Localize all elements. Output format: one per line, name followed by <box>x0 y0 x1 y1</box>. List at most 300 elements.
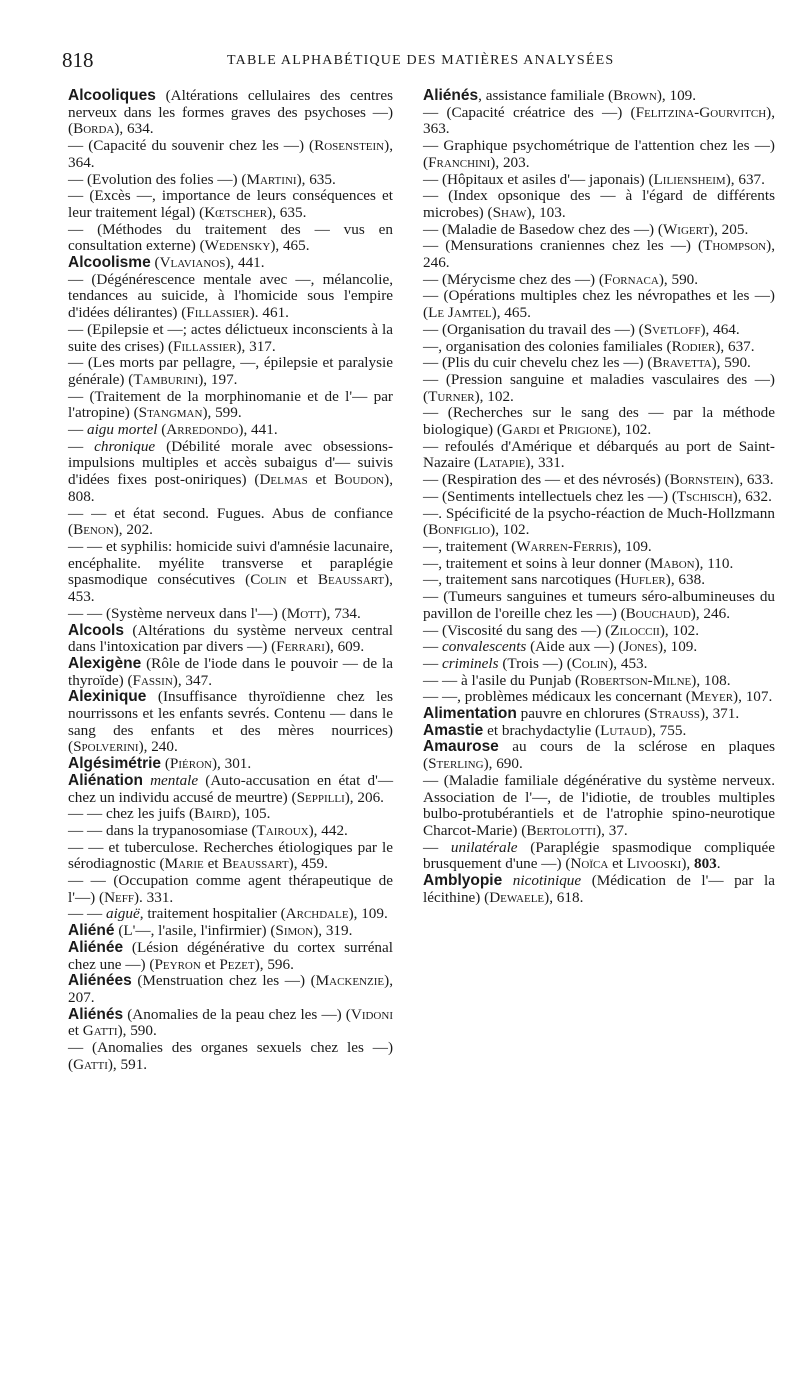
index-entry <box>423 322 775 339</box>
index-entry <box>423 138 775 171</box>
entry-text: ), 590. <box>711 354 751 372</box>
entry-text: — (Index opsonique des — à l'égard de différents microbes) ( <box>423 187 775 221</box>
entry-text: — — et syphilis: homicide suivi d'amnésie lacunaire, encéphalite. myélite transverse et paraplégie spasmodique consécutives ( <box>68 537 393 589</box>
entry-text: — (Opérations multiples chez les névropathes et les —) ( <box>423 287 775 322</box>
entry-text: — — et état second. Fugues. Abus de confiance ( <box>68 504 393 539</box>
entry-text: Spolverini <box>73 738 139 756</box>
entry-text: — (Sentiments intellectuels chez les —) ( <box>423 487 677 505</box>
entry-text: , assistance familiale ( <box>478 87 614 104</box>
entry-text: ( <box>150 254 160 272</box>
entry-text: — refoulés d'Amérique et débarqués au port de Saint-Nazaire ( <box>423 437 775 472</box>
entry-text: Robertson-Milne <box>580 671 692 689</box>
entry-text: Archdale <box>285 905 349 923</box>
entry-text: —, traitement ( <box>423 537 517 555</box>
index-entry <box>423 539 775 556</box>
entry-text: ), 441. <box>225 254 265 272</box>
index-entry <box>68 656 393 689</box>
entry-text: — — (Occupation comme agent thérapeutique de l'—) ( <box>68 872 393 906</box>
entry-text: — (Excès —, importance de leurs conséquences et leur traitement légal) ( <box>68 187 393 221</box>
entry-text: — — dans la trypanosomiase ( <box>68 821 257 839</box>
entry-text: Fillassier <box>186 304 250 322</box>
entry-text: ), 109. <box>656 87 697 104</box>
entry-text: aiguë <box>105 905 140 923</box>
entry-headword: Amastie <box>423 721 484 739</box>
index-entry <box>68 823 393 840</box>
entry-text: — Graphique psychométrique de l'attention chez les —) ( <box>423 137 775 171</box>
entry-text: Liliensheim <box>653 170 726 188</box>
page-number: 818 <box>62 48 94 72</box>
entry-text: Bonfiglio <box>428 521 491 539</box>
index-entry <box>423 439 775 472</box>
entry-text: Gardi <box>501 421 540 439</box>
entry-text: Noïca <box>570 855 609 873</box>
entry-text: et <box>200 955 220 973</box>
entry-text: ), 109. <box>657 638 698 656</box>
entry-text: ), 363. <box>423 103 775 138</box>
entry-text: ), 331. <box>525 454 565 472</box>
entry-text: Ziloccii <box>610 621 660 639</box>
entry-text: aigu mortel <box>86 421 158 439</box>
entry-text: Wedensky <box>204 237 271 255</box>
index-entry <box>423 739 775 772</box>
entry-text: Beaussart <box>222 855 289 873</box>
entry-text: Prigione <box>558 421 612 439</box>
entry-text: ), 246. <box>690 604 731 622</box>
index-entry <box>423 623 775 640</box>
entry-text: et <box>539 421 559 439</box>
index-entry <box>423 840 775 873</box>
entry-text: Pezet <box>219 955 255 973</box>
entry-text: ), 246. <box>423 237 775 272</box>
entry-text: Piéron <box>169 755 212 773</box>
entry-text: Kœtscher <box>204 203 268 221</box>
entry-text: Bouchaud <box>625 604 691 622</box>
entry-text: ). 331. <box>134 888 174 906</box>
index-entry <box>423 172 775 189</box>
entry-text: — (Maladie familiale dégénérative du système nerveux. Association de l'—, de l'idiotie, de troubles multiples bulbo-protubérantiels et de l'atrophie spino-neurotique Charcot-Marie) ( <box>423 771 775 839</box>
index-entry <box>68 873 393 906</box>
entry-text: — (Capacité créatrice des —) ( <box>423 103 636 121</box>
index-entry <box>68 973 393 1006</box>
index-entry <box>68 1007 393 1040</box>
index-entry <box>423 589 775 622</box>
entry-text: Rodier <box>671 337 716 355</box>
entry-text: Beaussart <box>317 571 385 589</box>
index-entry <box>68 606 393 623</box>
index-entry <box>423 506 775 539</box>
entry-text: ( <box>157 421 167 439</box>
entry-text: Ferrari <box>276 638 325 656</box>
entry-text: Fornaca <box>603 270 659 288</box>
entry-text: mentale <box>150 771 199 789</box>
entry-text: Boudon <box>334 471 385 489</box>
entry-text: ), 207. <box>68 972 393 1006</box>
index-entry <box>68 272 393 322</box>
entry-text: ), 464. <box>700 320 740 338</box>
index-entry <box>423 723 775 740</box>
entry-text: ), 205. <box>709 220 749 238</box>
entry-headword: Aliénées <box>68 972 132 990</box>
entry-text: (Anomalies de la peau chez les —) ( <box>123 1005 351 1023</box>
entry-text: Le Jamtel <box>428 304 492 322</box>
entry-text: ), 301. <box>211 755 252 773</box>
entry-text: Vidoni <box>350 1005 393 1023</box>
entry-text: ), 459. <box>288 855 328 873</box>
entry-text: (Débilité morale avec obsessions-impulsions multiples et accès subaigus d'— suivis d'idées fixes post-oniriques) ( <box>68 437 394 489</box>
index-entry <box>68 506 393 539</box>
entry-text: ), 197. <box>198 370 238 388</box>
entry-text: Felitzina-Gourvitch <box>635 103 767 121</box>
entry-text: — (Mérycisme chez des —) ( <box>423 270 604 288</box>
entry-text <box>502 872 513 889</box>
entry-text: Franchini <box>428 153 491 171</box>
entry-text: ), 596. <box>254 955 294 973</box>
entry-headword: Alexigène <box>68 654 142 672</box>
entry-text: ), 107. <box>733 688 773 706</box>
entry-text: . <box>716 855 721 873</box>
entry-text: Gatti <box>82 1022 118 1040</box>
entry-text: et <box>68 1022 83 1040</box>
entry-text: — (Respiration des — et des névrosés) ( <box>423 471 670 489</box>
index-entry <box>423 572 775 589</box>
entry-text: — <box>68 437 95 455</box>
entry-text <box>143 772 150 789</box>
index-entry <box>423 238 775 271</box>
entry-text: Jones <box>623 638 658 656</box>
entry-text: Rosenstein <box>314 137 385 155</box>
index-entry <box>68 539 393 606</box>
entry-text: (Menstruation chez les —) ( <box>131 972 316 990</box>
entry-headword: Alcoolisme <box>68 254 151 272</box>
entry-text: — (Traitement de la morphinomanie et de l'— par l'atropine) ( <box>68 387 393 422</box>
entry-text: Mackenzie <box>315 972 385 990</box>
entry-text: — <box>423 654 442 672</box>
entry-headword: Aliénée <box>68 938 124 956</box>
entry-text: — — (Système nerveux dans l'—) ( <box>68 604 287 622</box>
entry-text: — (Dégénérescence mentale avec —, mélancolie, tendances au suicide, à l'homicide sous l'empire d'idées délirantes) ( <box>68 270 393 322</box>
entry-text: Benon <box>73 521 114 539</box>
entry-text: Livooski <box>626 855 682 873</box>
index-entry <box>423 706 775 723</box>
entry-text: — (Epilepsie et —; actes délictueux inconscients à la suite des crises) ( <box>68 320 393 355</box>
entry-text: Tairoux <box>256 821 309 839</box>
entry-text: ), 618. <box>544 888 584 906</box>
entry-text: ), 105. <box>231 805 271 823</box>
entry-text: Strauss <box>649 705 700 723</box>
entry-text: et brachydactylie ( <box>483 721 601 739</box>
index-entry <box>423 472 775 489</box>
index-entry <box>423 673 775 690</box>
entry-text: Shaw <box>492 203 527 221</box>
index-entry <box>423 288 775 321</box>
entry-text: ), 102. <box>611 421 652 439</box>
entry-text: — <box>423 838 451 856</box>
entry-text: ), 442. <box>308 821 348 839</box>
entry-text: Brown <box>613 87 657 104</box>
index-entry <box>68 689 393 756</box>
entry-text: Mott <box>286 604 322 622</box>
entry-text: — (Hôpitaux et asiles d'— japonais) ( <box>423 170 654 188</box>
entry-text: Turner <box>428 387 475 405</box>
index-entry <box>68 906 393 923</box>
index-entry <box>423 339 775 356</box>
index-entry <box>68 172 393 189</box>
entry-text: ), 371. <box>699 705 740 723</box>
entry-text: Simon <box>275 922 314 940</box>
entry-text: ), 206. <box>344 788 384 806</box>
entry-text: ), 109. <box>612 537 652 555</box>
entry-text: Delmas <box>259 471 308 489</box>
entry-text: — — chez les juifs ( <box>68 805 195 823</box>
entry-text: — — <box>68 905 106 923</box>
entry-text: ), 37. <box>596 821 628 839</box>
entry-text: Gatti <box>73 1055 108 1073</box>
entry-text: ), 591. <box>107 1055 148 1073</box>
index-entry <box>68 389 393 422</box>
entry-text: ), 590. <box>658 270 699 288</box>
entry-text: ), 240. <box>138 738 178 756</box>
entry-text: ), 690. <box>483 755 523 773</box>
index-entry <box>423 355 775 372</box>
entry-text: Bertolotti <box>526 821 597 839</box>
entry-text: Meyer <box>690 688 734 706</box>
entry-text: (Rôle de l'iode dans le pouvoir — de la thyroïde) ( <box>68 654 393 689</box>
entry-text: unilatérale <box>450 838 518 856</box>
page-header <box>62 44 777 74</box>
entry-headword: Aliénation <box>68 771 143 789</box>
index-entry <box>423 873 775 906</box>
entry-text: —. Spécificité de la psycho-réaction de Much-Hollzmann ( <box>423 504 775 539</box>
entry-text: ), 635. <box>267 203 307 221</box>
entry-text: — (Pression sanguine et maladies vasculaires des —) ( <box>423 370 775 405</box>
entry-text: Sterling <box>428 755 484 773</box>
entry-text: ), 599. <box>202 404 242 422</box>
entry-headword: Alexinique <box>68 688 147 706</box>
entry-text: Fassin <box>132 671 173 689</box>
entry-text: Neff <box>104 888 134 906</box>
index-entry <box>68 222 393 255</box>
entry-text: (Auto-accusation en état d'— chez un individu accusé de meurtre) ( <box>68 771 394 806</box>
index-entry <box>423 773 775 840</box>
entry-text: — (Mensurations craniennes chez les —) ( <box>423 237 704 255</box>
entry-text: (Altérations du système nerveux central dans l'intoxication par divers —) ( <box>68 621 393 656</box>
entry-text: (Médication de l'— par la lécithine) ( <box>423 872 775 906</box>
entry-text: — — et tuberculose. Recherches étiologiques par le sérodiagnostic ( <box>68 838 393 873</box>
entry-text: 803 <box>693 855 717 873</box>
entry-text: ), 110. <box>694 554 734 572</box>
index-entry <box>423 656 775 673</box>
entry-text: — (Evolution des folies —) ( <box>68 170 247 188</box>
entry-text: ), 465. <box>491 304 531 322</box>
entry-text: chronique <box>94 437 156 455</box>
entry-text: et <box>307 471 335 489</box>
entry-text: ), 364. <box>68 137 393 171</box>
entry-text: ), 347. <box>172 671 212 689</box>
entry-text: ), 202. <box>113 521 153 539</box>
index-entry <box>423 88 775 105</box>
index-entry <box>68 623 393 656</box>
entry-text: , traitement hospitalier ( <box>139 905 286 923</box>
index-entry <box>68 439 393 506</box>
entry-text: — <box>423 638 442 656</box>
entry-text: ), 755. <box>647 721 687 739</box>
entry-text: ), 632. <box>732 487 772 505</box>
entry-text: Peyron <box>154 955 201 973</box>
entry-text: Dewaele <box>489 888 545 906</box>
entry-text: Arredondo <box>166 421 239 439</box>
index-entry <box>423 372 775 405</box>
entry-text: ), 109. <box>348 905 388 923</box>
entry-text: Tschisch <box>676 487 733 505</box>
entry-text: Stangman <box>138 404 203 422</box>
entry-text: Tamburini <box>133 370 199 388</box>
entry-headword: Alcooliques <box>68 87 156 104</box>
entry-text: —, traitement et soins à leur donner ( <box>423 554 650 572</box>
entry-text: ), 103. <box>526 203 566 221</box>
entry-text: ), 638. <box>665 571 706 589</box>
entry-text: Latapie <box>479 454 526 472</box>
entry-headword: Aliénés <box>68 1005 124 1023</box>
left-column <box>68 88 393 1073</box>
entry-text: (Aide aux —) ( <box>526 638 624 656</box>
entry-headword: Aliénés <box>423 87 479 104</box>
entry-text: Warren-Ferris <box>516 537 613 555</box>
entry-text: ), 102. <box>659 621 700 639</box>
entry-text: Lutaud <box>600 721 648 739</box>
index-entry <box>68 138 393 171</box>
entry-text: ), 453. <box>608 654 648 672</box>
entry-text: Colin <box>250 571 287 589</box>
entry-text: ), 590. <box>117 1022 157 1040</box>
index-entry <box>423 639 775 656</box>
entry-text: — (Recherches sur le sang des — par la méthode biologique) ( <box>423 404 775 439</box>
entry-text: ), <box>681 855 694 873</box>
entry-text: — (Viscosité du sang des —) ( <box>423 621 611 639</box>
entry-headword: Aliéné <box>68 922 115 940</box>
index-entry <box>423 222 775 239</box>
entry-headword: Algésimétrie <box>68 755 162 773</box>
entry-text: ), 317. <box>236 337 276 355</box>
entry-text: Wigert <box>662 220 710 238</box>
entry-text: ), 634. <box>114 120 154 138</box>
entry-text: Hufler <box>619 571 666 589</box>
entry-text: — (Les morts par pellagre, —, épilepsie et paralysie générale) ( <box>68 354 393 388</box>
entry-text: au cours de la sclérose en plaques ( <box>423 738 775 773</box>
entry-text: Marie <box>164 855 204 873</box>
entry-text: — <box>68 421 87 439</box>
index-entry <box>423 188 775 221</box>
entry-text: Vlavianos <box>159 254 226 272</box>
entry-text: nicotinique <box>512 872 582 890</box>
entry-text: — (Anomalies des organes sexuels chez les —) ( <box>68 1039 393 1073</box>
entry-text: ), 637. <box>725 170 765 188</box>
index-entry <box>68 88 393 138</box>
entry-text: Fillassier <box>173 337 237 355</box>
entry-text: Martini <box>246 170 297 188</box>
entry-text: ( <box>161 755 170 773</box>
index-entry <box>68 923 393 940</box>
entry-text: ), 465. <box>270 237 310 255</box>
entry-text: ), 102. <box>490 521 530 539</box>
index-entry <box>68 355 393 388</box>
index-entry <box>68 255 393 272</box>
index-entry <box>423 556 775 573</box>
entry-text: — — à l'asile du Punjab ( <box>423 671 581 689</box>
index-entry <box>68 188 393 221</box>
entry-text: pauvre en chlorures ( <box>516 705 650 723</box>
index-entry <box>423 105 775 138</box>
entry-text: (Trois —) ( <box>498 654 572 672</box>
entry-text: — (Plis du cuir chevelu chez les —) ( <box>423 354 653 372</box>
entry-text: ), 609. <box>324 638 365 656</box>
index-entry <box>423 272 775 289</box>
entry-text: ), 203. <box>490 153 530 171</box>
entry-text: ), 453. <box>68 571 393 606</box>
entry-text: Bornstein <box>669 471 735 489</box>
entry-text: —, organisation des colonies familiales ( <box>423 337 672 355</box>
entry-text: Borda <box>73 120 115 138</box>
entry-text: criminels <box>441 654 499 672</box>
entry-text: — (Organisation du travail des —) ( <box>423 320 644 338</box>
entry-text: (Insuffisance thyroïdienne chez les nourrissons et les enfants sevrés. Contenu — dans le sang des enfants et des mères nourrices) ( <box>68 688 393 756</box>
index-entry <box>423 489 775 506</box>
entry-text: convalescents <box>441 638 527 656</box>
entry-text: ), 441. <box>238 421 278 439</box>
entry-text: ), 633. <box>734 471 774 489</box>
entry-headword: Amblyopie <box>423 872 503 890</box>
entry-headword: Amaurose <box>423 738 499 756</box>
entry-text: ). 461. <box>249 304 289 322</box>
entry-text: et <box>286 571 318 589</box>
entry-text: ), 808. <box>68 471 393 505</box>
entry-text: Seppilli <box>296 788 345 806</box>
index-entry <box>68 773 393 806</box>
entry-text: Colin <box>571 654 609 672</box>
entry-text: — (Tumeurs sanguines et tumeurs séro-albumineuses du pavillon de l'oreille chez les —) ( <box>423 588 775 622</box>
running-title: TABLE ALPHABÉTIQUE DES MATIÈRES ANALYSÉES <box>227 53 615 68</box>
index-entry <box>68 422 393 439</box>
entry-headword: Alimentation <box>423 705 517 723</box>
entry-headword: Alcools <box>68 621 124 639</box>
entry-text: Mabon <box>649 554 695 572</box>
entry-text: et <box>608 855 627 873</box>
index-entry <box>68 940 393 973</box>
entry-text: (Altérations cellulaires des centres nerveux dans les formes graves des psychoses —) ( <box>68 87 393 138</box>
index-entry <box>423 405 775 438</box>
entry-text: ), 108. <box>691 671 731 689</box>
entry-text: ), 637. <box>715 337 755 355</box>
entry-text: — (Maladie de Basedow chez des —) ( <box>423 220 663 238</box>
entry-text: ), 734. <box>321 604 361 622</box>
entry-text: ), 319. <box>313 922 353 940</box>
entry-text: ), 635. <box>296 170 336 188</box>
index-entry <box>68 840 393 873</box>
entry-text: — —, problèmes médicaux les concernant ( <box>423 688 691 706</box>
entry-text: — (Méthodes du traitement des — vus en consultation externe) ( <box>68 220 393 255</box>
entry-text: Svetloff <box>643 320 701 338</box>
entry-text: (L'—, l'asile, l'infirmier) ( <box>114 922 276 940</box>
index-entry <box>68 756 393 773</box>
entry-text: —, traitement sans narcotiques ( <box>423 571 620 589</box>
entry-text: Bravetta <box>652 354 712 372</box>
entry-text: ), 102. <box>474 387 514 405</box>
index-entry <box>423 689 775 706</box>
entry-text: (Lésion dégénérative du cortex surrénal chez une —) ( <box>68 938 393 973</box>
entry-text: (Paraplégie spasmodique compliquée brusquement d'une —) ( <box>423 838 776 873</box>
entry-text: Thompson <box>703 237 767 255</box>
entry-text: et <box>203 855 223 873</box>
entry-text: Baird <box>194 805 232 823</box>
